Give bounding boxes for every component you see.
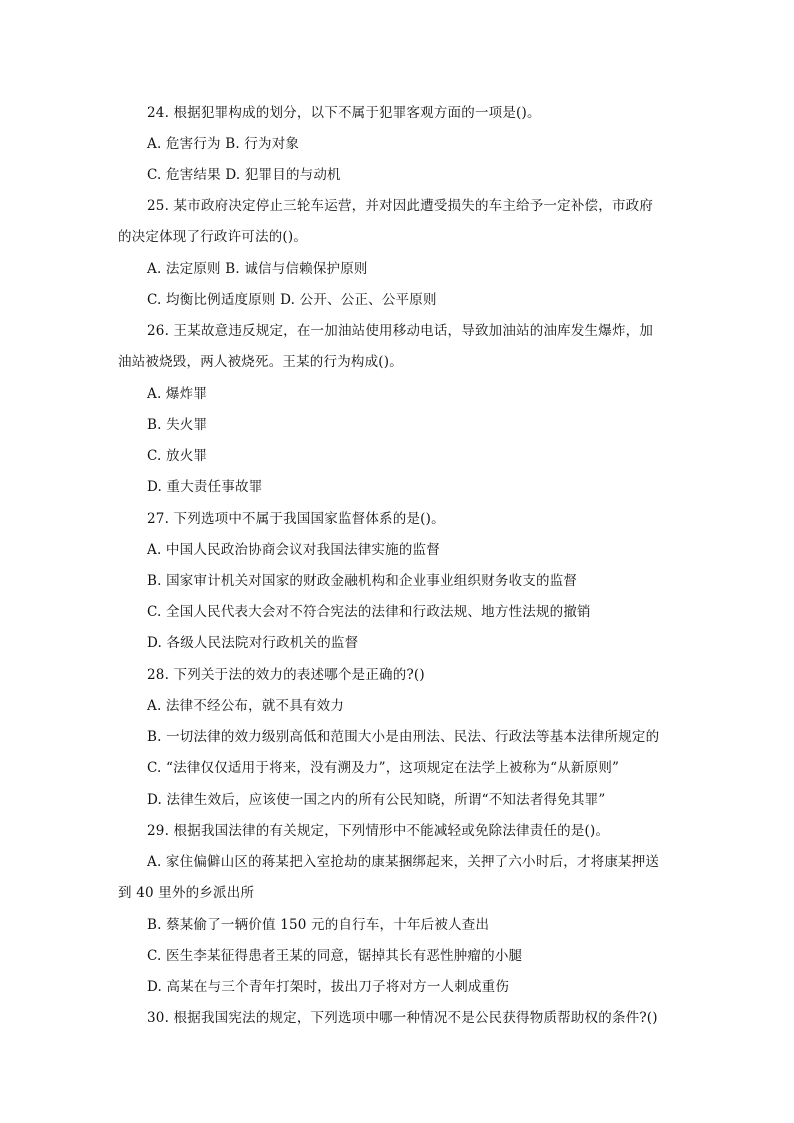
question-26-option-d: D. 重大责任事故罪 bbox=[147, 479, 263, 495]
question-26-stem: 26. 王某故意违反规定，在一加油站使用移动电话，导致加油站的油库发生爆炸，加 bbox=[147, 323, 654, 339]
question-27-option-a: A. 中国人民政治协商会议对我国法律实施的监督 bbox=[147, 542, 440, 558]
question-25-stem-continued: 的决定体现了行政许可法的()。 bbox=[118, 229, 308, 245]
question-25-option-ab: A. 法定原则 B. 诚信与信赖保护原则 bbox=[147, 261, 368, 277]
question-24-stem: 24. 根据犯罪构成的划分，以下不属于犯罪客观方面的一项是()。 bbox=[147, 105, 541, 121]
question-29-option-a: A. 家住偏僻山区的蒋某把入室抢劫的康某捆绑起来，关押了六小时后，才将康某押送 bbox=[147, 854, 660, 870]
question-26-option-b: B. 失火罪 bbox=[147, 417, 208, 433]
question-27-option-b: B. 国家审计机关对国家的财政金融机构和企业事业组织财务收支的监督 bbox=[147, 573, 578, 589]
question-26-stem-continued: 油站被烧毁，两人被烧死。王某的行为构成()。 bbox=[118, 354, 403, 370]
question-29-option-d: D. 高某在与三个青年打架时，拔出刀子将对方一人刺成重伤 bbox=[147, 979, 510, 995]
question-28-option-b: B. 一切法律的效力级别高低和范围大小是由刑法、民法、行政法等基本法律所规定的 bbox=[147, 729, 660, 745]
question-29-option-b: B. 蔡某偷了一辆价值 150 元的自行车，十年后被人查出 bbox=[147, 917, 490, 933]
question-26-option-c: C. 放火罪 bbox=[147, 448, 208, 464]
question-27-stem: 27. 下列选项中不属于我国国家监督体系的是()。 bbox=[147, 511, 445, 527]
question-28-option-a: A. 法律不经公布，就不具有效力 bbox=[147, 698, 345, 714]
question-27-option-c: C. 全国人民代表大会对不符合宪法的法律和行政法规、地方性法规的撤销 bbox=[147, 604, 591, 620]
question-26-option-a: A. 爆炸罪 bbox=[147, 386, 208, 402]
question-24-option-cd: C. 危害结果 D. 犯罪目的与动机 bbox=[147, 167, 341, 183]
question-24-option-ab: A. 危害行为 B. 行为对象 bbox=[147, 136, 300, 152]
question-30-stem: 30. 根据我国宪法的规定，下列选项中哪一种情况不是公民获得物质帮助权的条件?() bbox=[147, 1010, 658, 1026]
question-28-stem: 28. 下列关于法的效力的表述哪个是正确的?() bbox=[147, 667, 425, 683]
question-25-stem: 25. 某市政府决定停止三轮车运营，并对因此遭受损失的车主给予一定补偿，市政府 bbox=[147, 198, 654, 214]
question-27-option-d: D. 各级人民法院对行政机关的监督 bbox=[147, 635, 359, 651]
question-25-option-cd: C. 均衡比例适度原则 D. 公开、公正、公平原则 bbox=[147, 292, 437, 308]
question-28-option-c: C. “法律仅仅适用于将来，没有溯及力”，这项规定在法学上被称为“从新原则” bbox=[147, 760, 620, 776]
question-28-option-d: D. 法律生效后，应该使一国之内的所有公民知晓，所谓“不知法者得免其罪” bbox=[147, 792, 606, 808]
question-29-stem: 29. 根据我国法律的有关规定，下列情形中不能减轻或免除法律责任的是()。 bbox=[147, 823, 610, 839]
question-29-option-c: C. 医生李某征得患者王某的同意，锯掉其长有恶性肿瘤的小腿 bbox=[147, 948, 523, 964]
question-29-option-a-continued: 到 40 里外的乡派出所 bbox=[118, 885, 255, 901]
